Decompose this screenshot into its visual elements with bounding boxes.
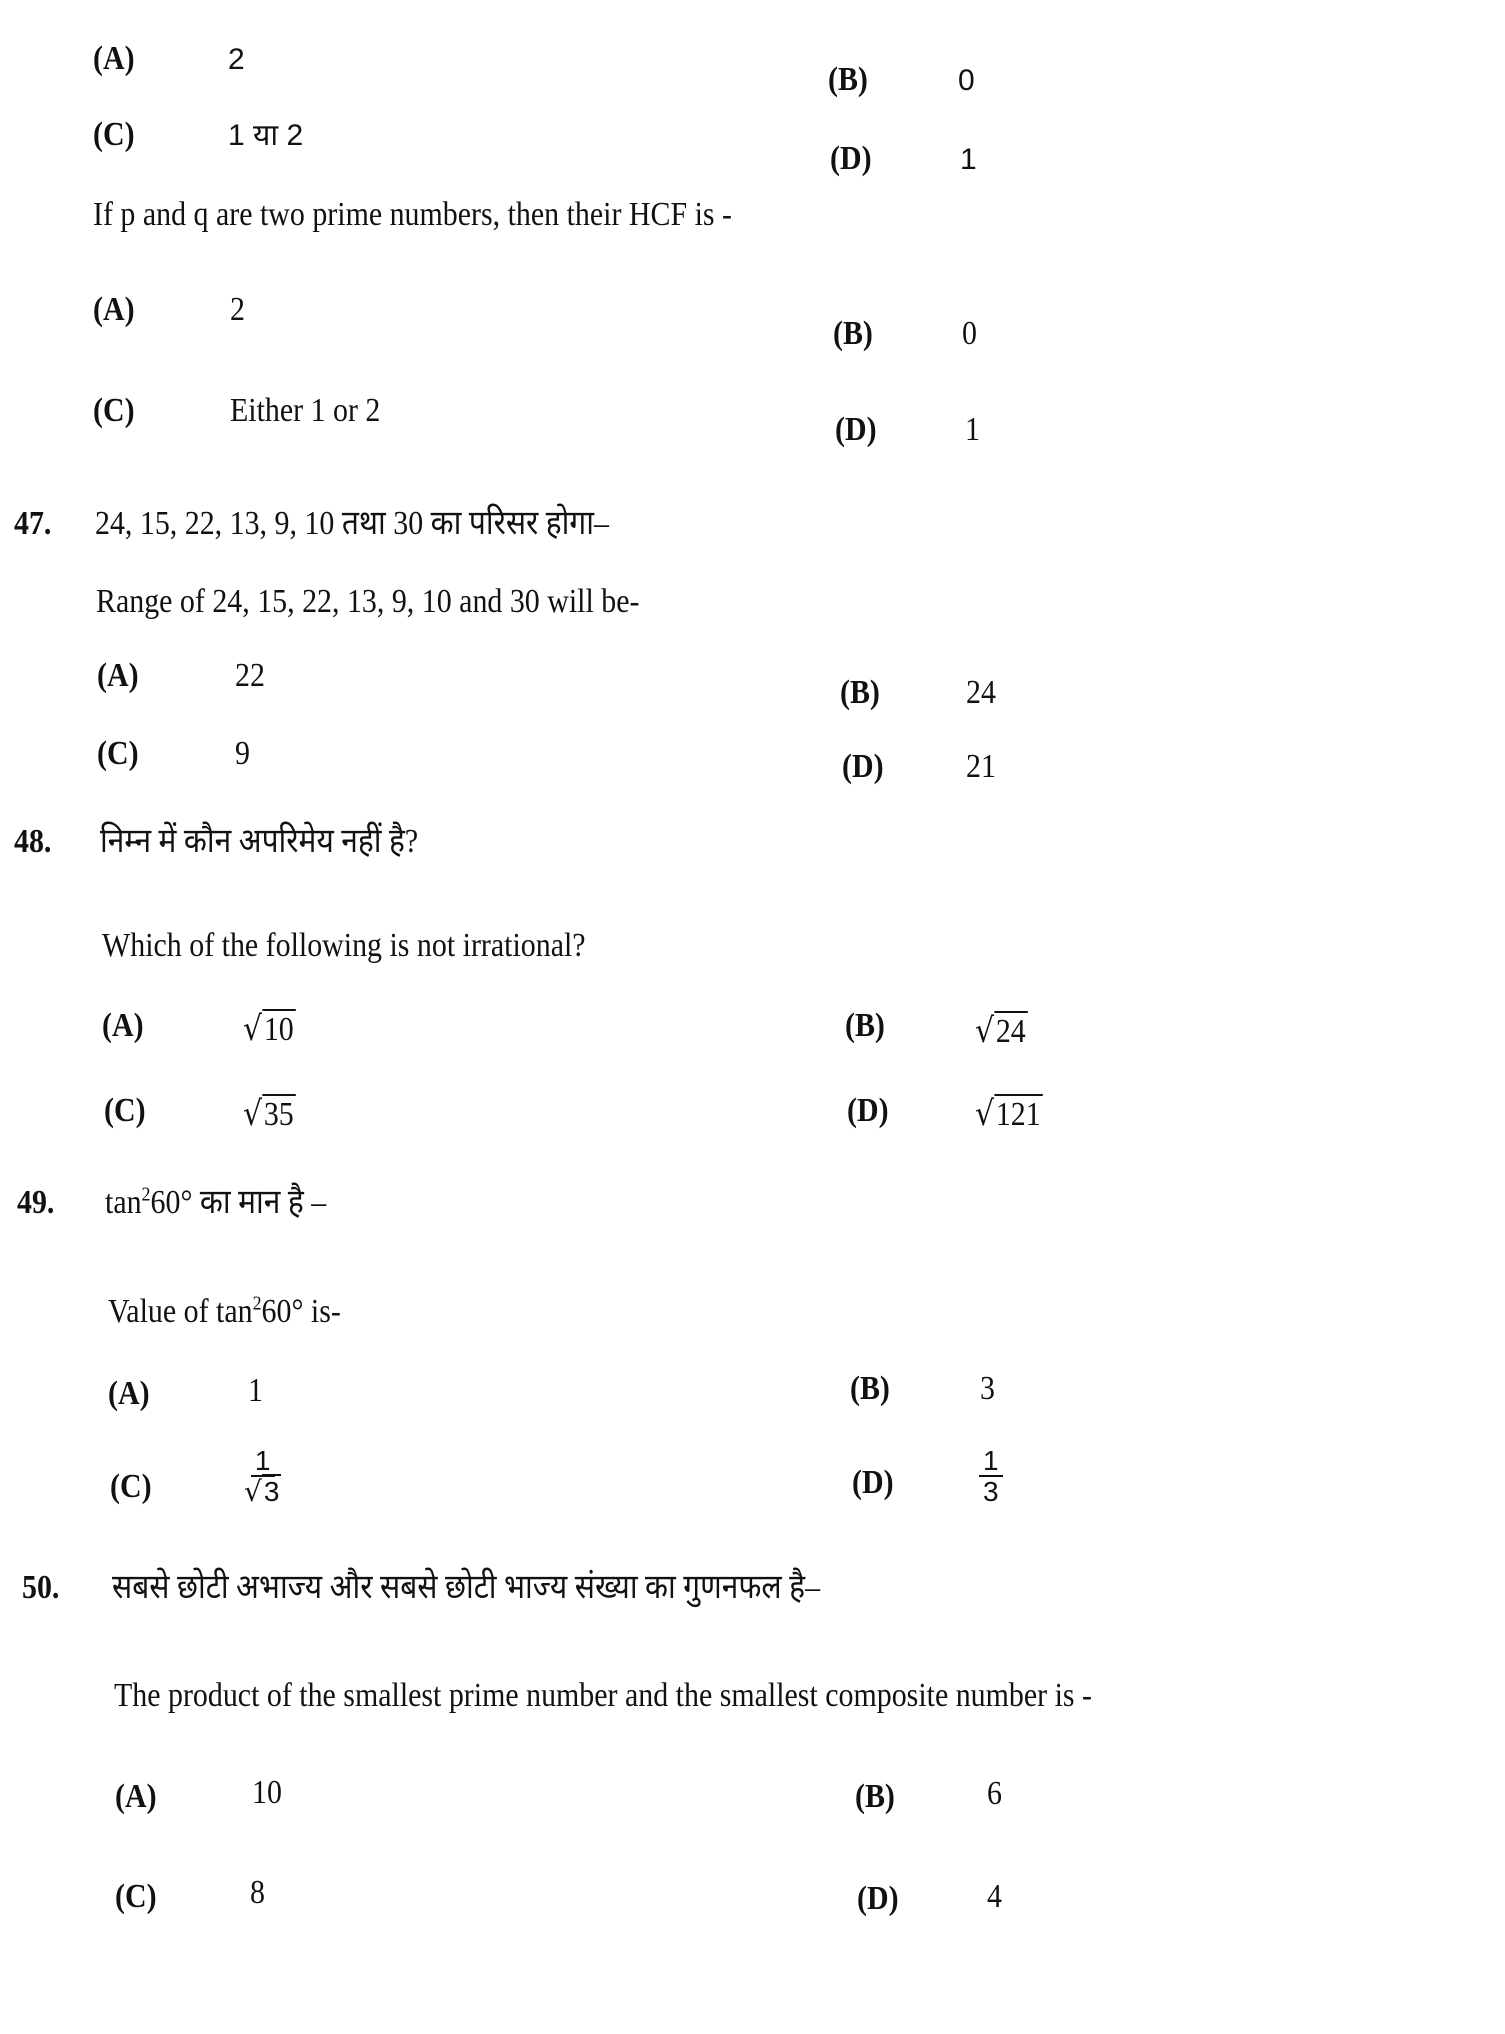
- option-label: (A): [115, 1778, 157, 1815]
- option-label: (D): [842, 748, 884, 785]
- option-label: (B): [840, 674, 880, 711]
- option-value: [975, 1011, 1028, 1051]
- option-label: (C): [110, 1468, 152, 1505]
- option-value: [243, 1094, 296, 1134]
- option-value: 6: [987, 1775, 1002, 1812]
- option-value: 4: [987, 1878, 1002, 1915]
- denominator: 3: [983, 1476, 999, 1508]
- option-value: 1 या 2: [228, 119, 304, 152]
- option-label: (A): [108, 1375, 150, 1412]
- option-label: (A): [93, 40, 135, 77]
- option-label: (B): [855, 1778, 895, 1815]
- option-label: (C): [93, 116, 135, 153]
- option-label: (B): [828, 61, 868, 98]
- option-label: (A): [97, 657, 139, 694]
- question-text-hindi: सबसे छोटी अभाज्य और सबसे छोटी भाज्य संख्या का गुणनफल है–: [112, 1569, 821, 1606]
- option-label: (B): [850, 1370, 890, 1407]
- question-number: 49.: [17, 1184, 55, 1221]
- option-value: 0: [962, 315, 977, 352]
- option-value: 22: [235, 657, 265, 694]
- numerator: 1: [251, 1446, 275, 1477]
- english-suffix: 60° is-: [261, 1293, 341, 1330]
- radical-sign: √: [243, 1094, 263, 1134]
- question-number: 47.: [14, 505, 52, 542]
- fraction: [244, 1446, 281, 1507]
- option-value: 2: [228, 43, 245, 76]
- option-label: (C): [115, 1878, 157, 1915]
- radicand: 3: [263, 1476, 280, 1508]
- exponent: 2: [252, 1292, 262, 1315]
- square-root: [243, 1009, 296, 1049]
- radicand: 121: [995, 1096, 1041, 1133]
- option-value: 1: [248, 1372, 263, 1409]
- question-text-english: [108, 1292, 341, 1330]
- option-value: 8: [250, 1874, 265, 1911]
- square-root: [975, 1011, 1028, 1051]
- denominator: [244, 1475, 281, 1509]
- option-label: (D): [847, 1092, 889, 1129]
- question-text: If p and q are two prime numbers, then their HCF is -: [93, 196, 732, 233]
- radical-sign: √: [975, 1094, 995, 1134]
- option-label: (A): [93, 291, 135, 328]
- exponent: 2: [141, 1183, 151, 1206]
- question-text-hindi: निम्न में कौन अपरिमेय नहीं है?: [100, 823, 419, 860]
- question-number: 48.: [14, 823, 52, 860]
- question-text-hindi: 24, 15, 22, 13, 9, 10 तथा 30 का परिसर होगा–: [95, 505, 609, 542]
- english-prefix: Value of tan: [108, 1293, 253, 1330]
- option-value: 1: [965, 411, 980, 448]
- option-label: (B): [833, 315, 873, 352]
- option-label: (D): [835, 411, 877, 448]
- option-label: (D): [852, 1464, 894, 1501]
- numerator: 1: [979, 1446, 1003, 1477]
- radical-sign: √: [243, 1009, 263, 1049]
- option-value: 3: [980, 1370, 995, 1407]
- option-label: (D): [830, 140, 872, 177]
- option-value: 9: [235, 735, 250, 772]
- radicand: 10: [263, 1011, 294, 1048]
- option-label: (B): [845, 1007, 885, 1044]
- option-value: [243, 1009, 296, 1049]
- question-text-hindi: [105, 1183, 327, 1221]
- option-value: 1: [960, 143, 977, 176]
- radical-sign: √: [244, 1475, 262, 1509]
- option-value: 24: [966, 674, 996, 711]
- option-value: 0: [958, 64, 975, 97]
- option-label: (C): [97, 735, 139, 772]
- radicand: 24: [995, 1013, 1026, 1050]
- option-value: 21: [966, 748, 996, 785]
- option-value: 10: [252, 1774, 282, 1811]
- option-value: Either 1 or 2: [230, 392, 381, 429]
- radicand: 35: [263, 1096, 294, 1133]
- fraction: [979, 1446, 1003, 1507]
- option-value: 2: [230, 291, 245, 328]
- question-text-english: Which of the following is not irrational?: [102, 927, 586, 964]
- question-number: 50.: [22, 1569, 60, 1606]
- option-label: (D): [857, 1880, 899, 1917]
- radical-sign: √: [975, 1011, 995, 1051]
- option-label: (C): [104, 1092, 146, 1129]
- question-text-english: Range of 24, 15, 22, 13, 9, 10 and 30 will be-: [96, 583, 640, 620]
- option-value: [975, 1094, 1042, 1134]
- question-text-english: The product of the smallest prime number and the smallest composite number is -: [114, 1677, 1092, 1714]
- option-label: (C): [93, 392, 135, 429]
- hindi-suffix: 60° का मान है –: [150, 1184, 327, 1221]
- square-root: [975, 1094, 1042, 1134]
- tan-text: tan: [105, 1184, 142, 1221]
- square-root: [243, 1094, 296, 1134]
- option-label: (A): [102, 1007, 144, 1044]
